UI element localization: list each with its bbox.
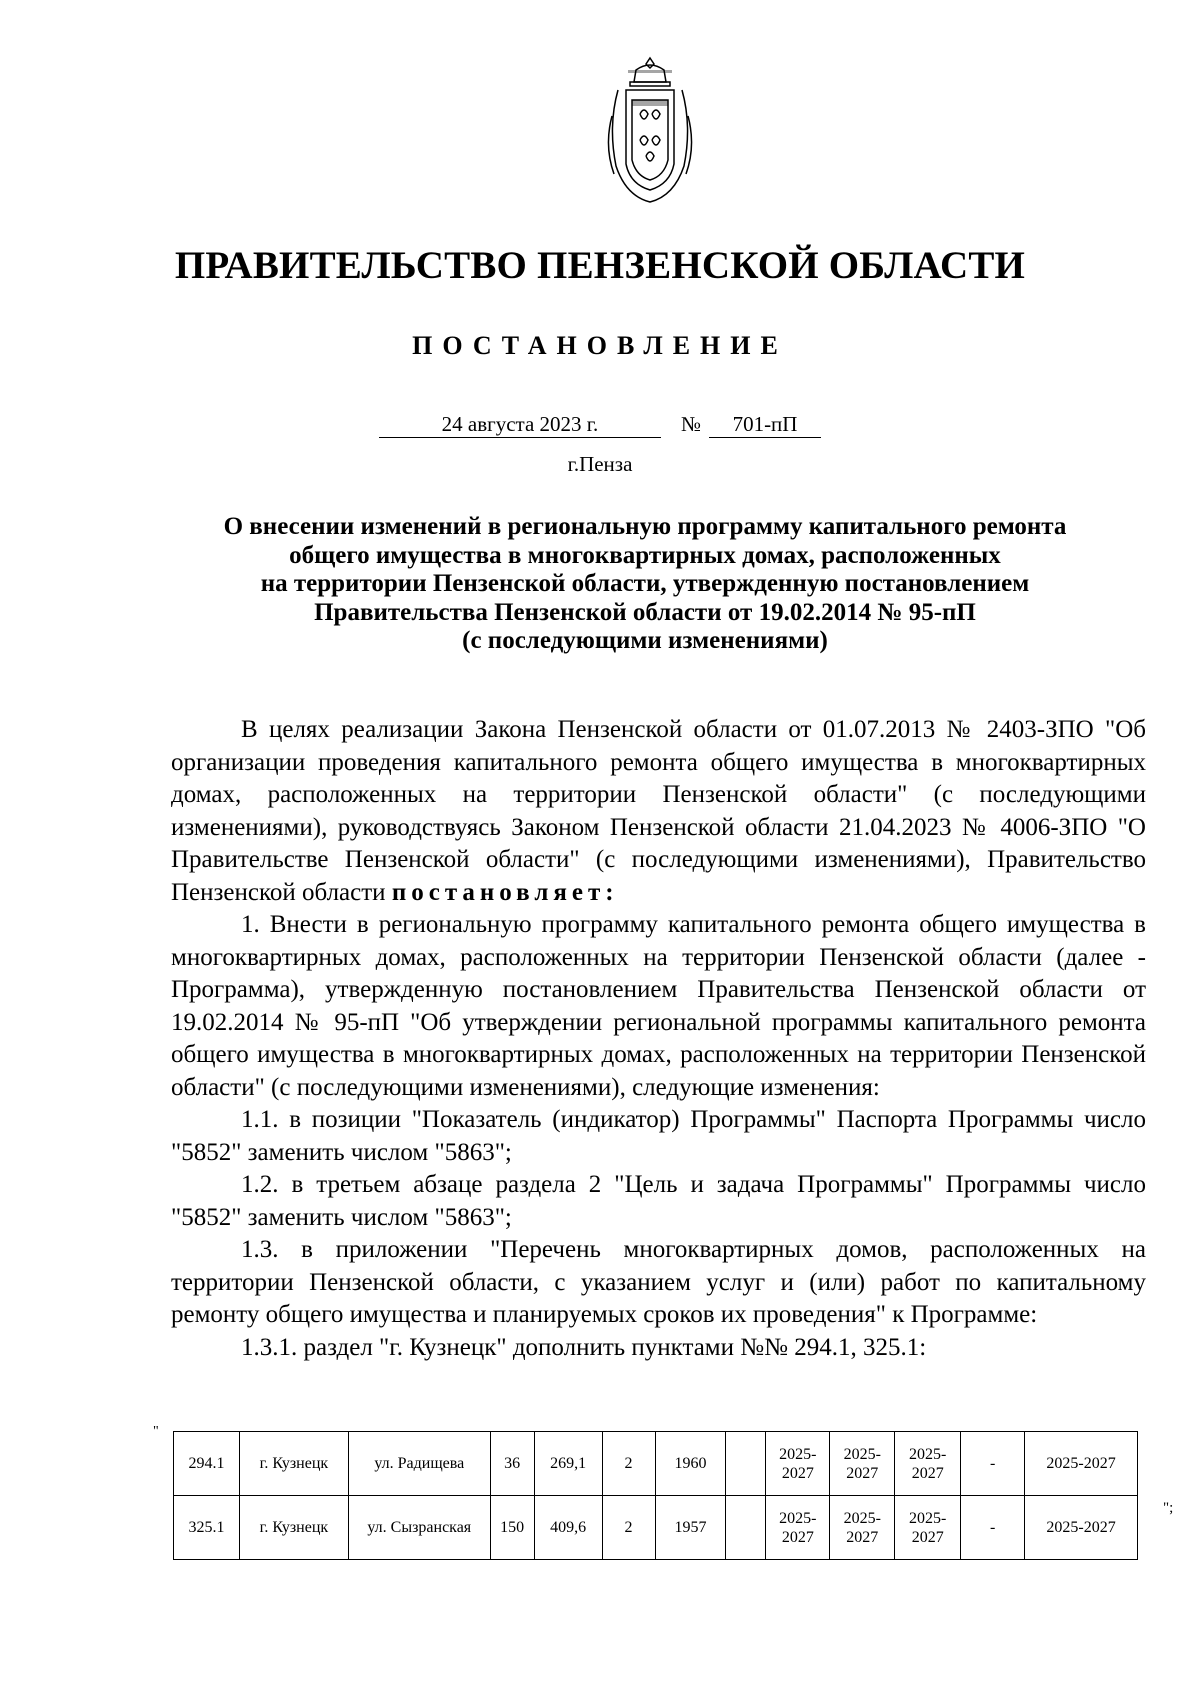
title-line: общего имущества в многоквартирных домах, расположенных [289,541,1001,569]
coat-of-arms-emblem [600,56,700,206]
table-cell: 2 [602,1432,655,1496]
table-cell: 150 [490,1496,534,1560]
table-cell: г. Кузнецк [239,1496,348,1560]
table-cell: ул. Радищева [348,1432,490,1496]
table-cell: - [961,1432,1025,1496]
table-cell [726,1496,766,1560]
table-cell: 269,1 [534,1432,602,1496]
table-cell: 409,6 [534,1496,602,1560]
opening-quote: " [153,1424,159,1439]
table-cell: 2025-2027 [1025,1496,1138,1560]
table-cell: 2 [602,1496,655,1560]
table-cell: 2025-2027 [766,1496,830,1560]
paragraph-1-3: 1.3. в приложении "Перечень многоквартирных домов, расположенных на территории Пензенской области, с указанием услуг и (или) работ по капитальному ремонту общего имущества и планируемых сроков их проведения" к Программе: [171,1236,1146,1328]
table-cell: - [961,1496,1025,1560]
table-cell: 1960 [655,1432,726,1496]
document-title [160,513,1130,656]
document-type: ПОСТАНОВЛЕНИЕ [412,331,788,360]
buildings-table [173,1431,1138,1560]
paragraph-1-3-1: 1.3.1. раздел "г. Кузнецк" дополнить пунктами №№ 294.1, 325.1: [241,1333,927,1361]
paragraph-1-1: 1.1. в позиции "Показатель (индикатор) Программы" Паспорта Программы число "5852" заменить числом "5863"; [171,1106,1146,1166]
table-cell: 2025-2027 [1025,1432,1138,1496]
title-line: Правительства Пензенской области от 19.02.2014 № 95-пП [314,598,976,626]
organization-name: ПРАВИТЕЛЬСТВО ПЕНЗЕНСКОЙ ОБЛАСТИ [174,244,1026,287]
table-cell: 2025-2027 [830,1432,895,1496]
resolution-word: постановляет: [391,878,619,906]
table-row [174,1496,1138,1560]
table-cell [726,1432,766,1496]
title-line: (с последующими изменениями) [462,627,828,654]
paragraph-1: 1. Внести в региональную программу капитального ремонта общего имущества в многоквартирных домах, расположенных на территории Пензенской области (далее - Программа), утвержденную постановлением Правительства Пензенской области от 19.02.2014 № 95-пП "Об утверждении региональной программы капитального ремонта общего имущества в многоквартирных домах, расположенных на территории Пензенской области" (с последующими изменениями), следующие изменения: [171,911,1146,1101]
table-cell: ул. Сызранская [348,1496,490,1560]
document-date: 24 августа 2023 г. [379,412,661,438]
table-cell: г. Кузнецк [239,1432,348,1496]
document-body [171,714,1146,1364]
preamble-text: В целях реализации Закона Пензенской области от 01.07.2013 № 2403-ЗПО "Об организации проведения капитального ремонта общего имущества в многоквартирных домах, расположенных на территории Пензенской области" (с последующими изменениями), руководствуясь Законом Пензенской области 21.04.2023 № 4006-ЗПО "О Правительстве Пензенской области" (с последующими изменениями), Правительство Пензенской области [171,716,1146,906]
city: г.Пенза [567,452,633,476]
table-cell: 2025-2027 [830,1496,895,1560]
number-sign: № [680,412,702,436]
closing-quote: "; [1163,1500,1174,1516]
document-number: 701-пП [709,412,821,438]
table-row [174,1432,1138,1496]
title-line: О внесении изменений в региональную программу капитального ремонта [223,513,1067,540]
table-cell: 2025-2027 [895,1432,961,1496]
table-cell: 1957 [655,1496,726,1560]
table-cell: 2025-2027 [895,1496,961,1560]
table-cell: 36 [490,1432,534,1496]
paragraph-1-2: 1.2. в третьем абзаце раздела 2 "Цель и задача Программы" Программы число "5852" заменить числом "5863"; [171,1171,1146,1231]
date-number-line [0,412,1200,438]
table-cell: 2025-2027 [766,1432,830,1496]
table-cell: 294.1 [174,1432,240,1496]
paragraph-preamble [171,714,1146,909]
table-cell: 325.1 [174,1496,240,1560]
title-line: на территории Пензенской области, утвержденную постановлением [260,570,1030,597]
